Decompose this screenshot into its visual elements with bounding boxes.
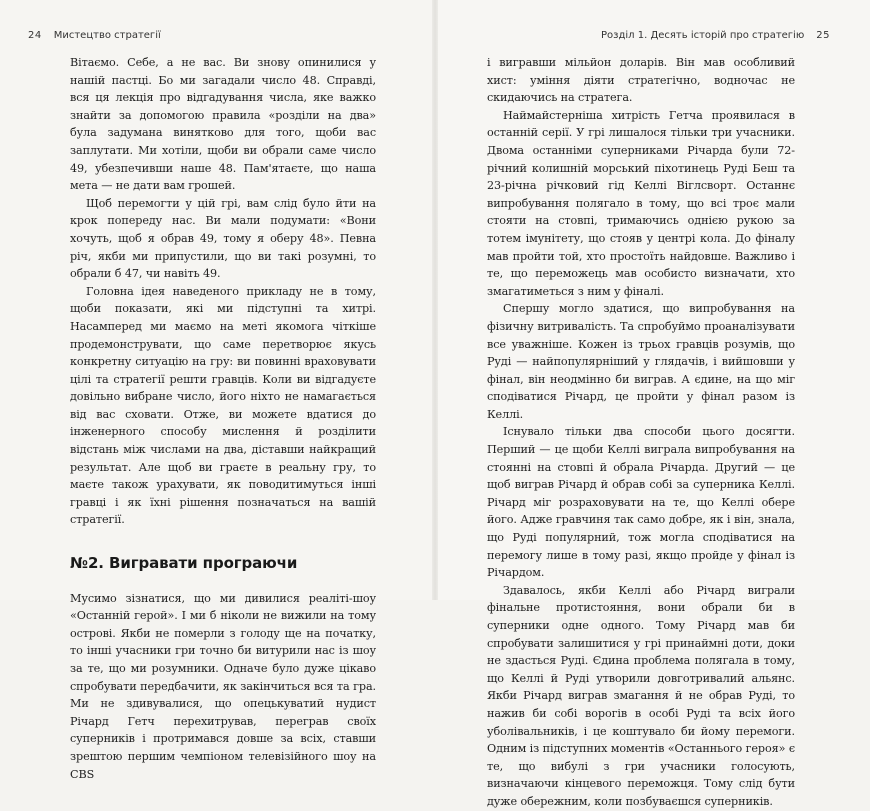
paragraph: Здавалось, якби Келлі або Річард виграли фінальне протистояння, вони обрали би в суперники одне одного. Тому Річард мав би спробувати залишитися у грі принаймні доти, доки не здасться Руді. Єдина проблема полягала в тому, що Келлі й Руді утворили довготривалий альянс. Якби Річард виграв змагання й не обрав Руді, то нажив би собі ворогів в особі Руді та всіх його уболівальників, і це коштувало би йому перемоги. Одним із підступних моментів «Останнього героя» є те, що вибулі з гри учасники голосують, визначаючи кінцевого переможця. Тому слід бути дуже обережним, коли позбуваєшся суперників. <box>487 583 795 808</box>
paragraph: Вітаємо. Себе, а не вас. Ви знову опинилися у нашій пастці. Бо ми загадали число 48. Справді, вся ця лекція про відгадування числа, яке важко знайти за допомогою правила «розділи на два» була задумана винятково для того, щоби вас заплутати. Ми хотіли, щоби ви обрали саме число 49, убезпечивши наше 48. Пам'ятаєте, що наша мета — не дати вам грошей. <box>70 56 376 193</box>
left-header-title: Мистецтво стратегії <box>53 30 161 41</box>
book-gutter <box>432 0 438 600</box>
left-running-header <box>28 30 161 41</box>
left-page-number: 24 <box>28 30 42 41</box>
left-page <box>0 0 435 781</box>
paragraph: Спершу могло здатися, що випробування на фізичну витривалість. Та спробуймо проаналізувати все уважніше. Кожен із трьох гравців розумів, що Руді — найпопулярніший у глядачів, і вийшовши у фінал, він неодмінно би виграв. А єдине, на що міг сподіватися Річард, це пройти у фінал разом із Келлі. <box>487 302 795 421</box>
paragraph: Мусимо зізнатися, що ми дивилися реаліті-шоу «Останній герой». І ми б ніколи не вижили на тому острові. Якби не померли з голоду ще на початку, то інші учасники гри точно би витурили нас із шоу за те, що ми розумники. Одначе було дуже цікаво спробувати передбачити, як закінчиться вся та гра. Ми не здивувалися, що опецькуватий нудист Річард Гетч перехитрував, переграв своїх суперників і протримався довше за всіх, ставши зрештою першим чемпіоном телевізійного шоу на CBS <box>70 591 376 781</box>
right-header-title: Розділ 1. Десять історій про стратегію <box>601 30 805 41</box>
right-page <box>435 0 870 808</box>
right-running-header <box>601 30 830 41</box>
left-page-text <box>70 54 376 783</box>
paragraph: і вигравши мільйон доларів. Він мав особливий хист: уміння діяти стратегічно, водночас не скидаючись на стратега. <box>487 56 795 105</box>
paragraph: Наймайстерніша хитрість Гетча проявилася в останній серії. У грі лишалося тільки три учасники. Двома останніми суперниками Річарда були 72-річний колишній морський піхотинець Руді Беш та 23-річна річковий гід Келлі Віглсворт. Останнє випробування полягало в тому, що всі троє мали стояти на стовпі, тримаючись однією рукою за тотем імунітету, що стояв у центрі кола. До фіналу мав пройти той, хто простоїть найдовше. Важливо і те, що переможець мав особисто визначати, хто змагатиметься з ним у фіналі. <box>487 108 795 298</box>
right-page-number: 25 <box>816 30 830 41</box>
paragraph: Існувало тільки два способи цього досягти. Перший — це щоби Келлі виграла випробування на стоянні на стовпі й обрала Річарда. Другий — це щоб виграв Річард й обрав собі за суперника Келлі. Річард міг розраховувати на те, що Келлі обере його. Адже гравчиня так само добре, як і він, знала, що Руді популярний, тож могла сподіватися на перемогу лише в тому разі, якщо пройде у фінал із Річардом. <box>487 425 795 580</box>
paragraph: Головна ідея наведеного прикладу не в тому, щоби показати, які ми підступні та хитрі. Насамперед ми маємо на меті якомога чіткіше продемонструвати, що саме перетворює якусь конкретну ситуацію на гру: ви повинні враховувати цілі та стратегії решти гравців. Коли ви відгадуєте довільно вибране число, його ніхто не намагається від вас сховати. Отже, ви можете вдатися до інженерного способу мислення й розділити відстань між числами на два, діставши найкращий результат. Але щоб ви граєте в реальну гру, то маєте також урахувати, як поводитимуться інші гравці і як їхні рішення позначаться на вашій стратегії. <box>70 284 376 527</box>
right-page-text <box>487 54 795 811</box>
section-heading: №2. Вигравати програючи <box>70 554 298 573</box>
paragraph: Щоб перемогти у цій грі, вам слід було йти на крок попереду нас. Ви мали подумати: «Вони хочуть, щоб я обрав 49, тому я оберу 48». Певна річ, якби ми припустили, що ви такі розумні, то обрали б 47, чи навіть 49. <box>70 196 376 281</box>
